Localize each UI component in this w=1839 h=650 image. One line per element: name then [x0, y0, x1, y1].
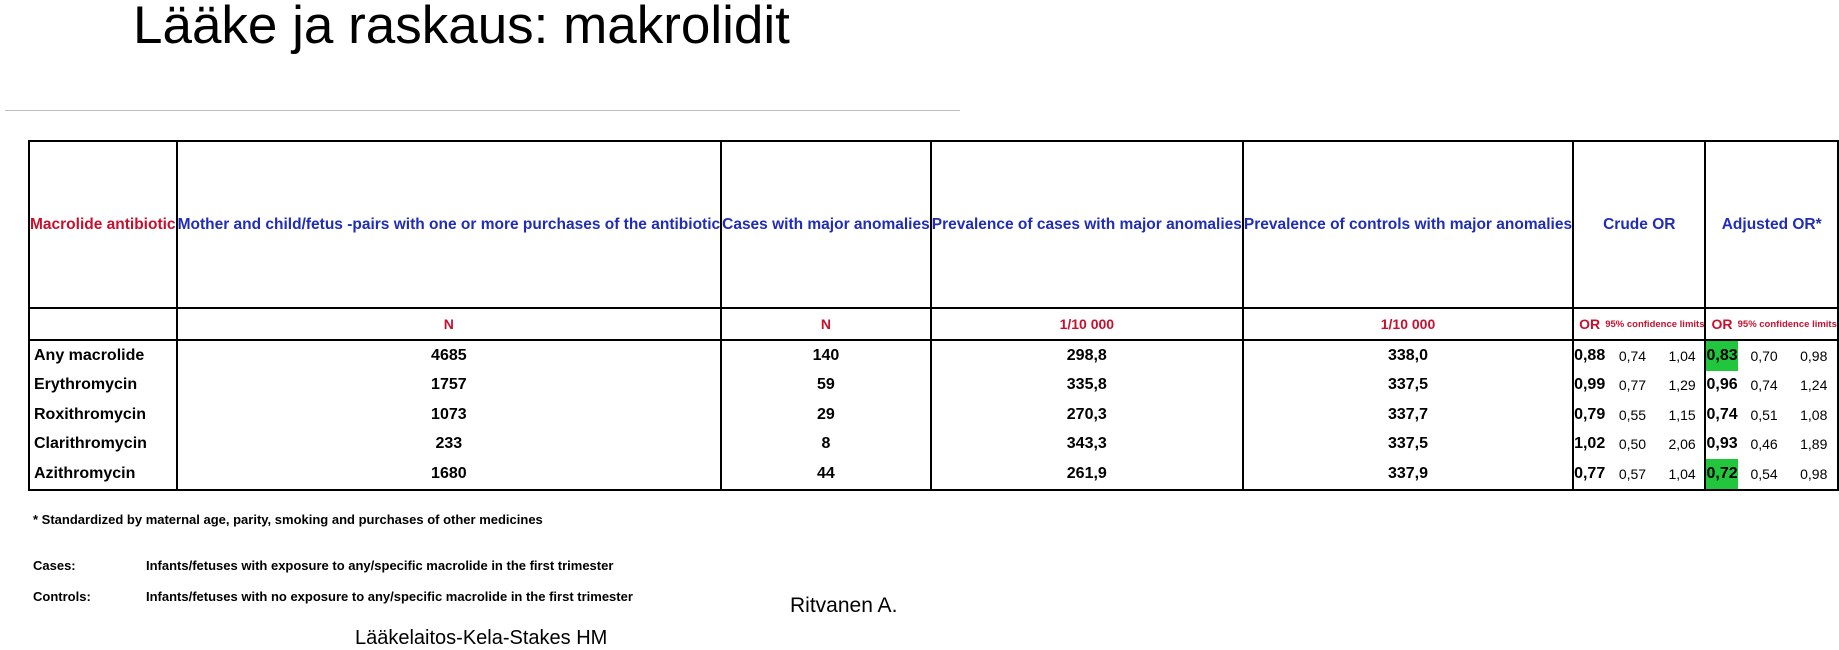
- row-adjusted-ci-low: 0,74: [1750, 377, 1778, 394]
- row-crude-ci-high: 1,04: [1660, 459, 1706, 490]
- footnote: * Standardized by maternal age, parity, smoking and purchases of other medicines: [33, 512, 543, 527]
- header-adjusted-or: Adjusted OR*: [1705, 141, 1837, 308]
- header-prevalence-controls: Prevalence of controls with major anomalies: [1243, 141, 1573, 308]
- row-adjusted-ci-low: 0,54: [1738, 459, 1791, 490]
- row-prevalence-cases: 298,8: [931, 340, 1243, 371]
- table-row: [29, 371, 1838, 401]
- row-crude-ci-high: 1,29: [1660, 371, 1706, 401]
- header-pairs: Mother and child/fetus -pairs with one or more purchases of the antibiotic: [177, 141, 722, 308]
- macrolide-table: [28, 140, 1839, 491]
- row-adjusted-ci-high: 1,89: [1791, 430, 1838, 460]
- row-crude-ci-high: 2,06: [1660, 430, 1706, 460]
- slide-title: Lääke ja raskaus: makrolidit: [133, 0, 790, 55]
- row-crude-or: 0,99: [1574, 376, 1606, 394]
- row-prevalence-cases: 261,9: [931, 459, 1243, 490]
- units-row: [29, 308, 1838, 340]
- row-pairs: 1680: [177, 459, 722, 490]
- row-adjusted-ci-low: 0,46: [1750, 436, 1778, 453]
- row-crude-ci-low: 0,74: [1618, 347, 1647, 364]
- row-adjusted-or: 0,96: [1706, 376, 1738, 394]
- unit-pairs: N: [177, 308, 722, 340]
- unit-cases: N: [721, 308, 931, 340]
- row-name: Any macrolide: [29, 340, 177, 371]
- row-adjusted-ci-high: 0,98: [1791, 340, 1838, 371]
- row-name: Erythromycin: [29, 371, 177, 401]
- row-prevalence-cases: 270,3: [931, 400, 1243, 430]
- row-crude-or: 0,77: [1573, 459, 1605, 490]
- header-cases: Cases with major anomalies: [721, 141, 931, 308]
- header-prevalence-cases: Prevalence of cases with major anomalies: [931, 141, 1243, 308]
- footer-text: Lääkelaitos-Kela-Stakes HM: [355, 627, 608, 649]
- row-prevalence-controls: 337,5: [1243, 371, 1573, 401]
- row-crude-or: 0,79: [1574, 405, 1606, 423]
- row-crude-or: 0,88: [1574, 346, 1606, 364]
- row-crude-ci-low: 0,55: [1618, 406, 1647, 423]
- definition-text-controls: Infants/fetuses with no exposure to any/specific macrolide in the first trimester: [146, 589, 633, 604]
- row-adjusted-ci-high: 0,98: [1791, 459, 1838, 490]
- row-cases: 59: [721, 371, 931, 401]
- header-antibiotic: Macrolide antibiotic: [29, 141, 177, 308]
- row-name: Azithromycin: [29, 459, 177, 490]
- row-prevalence-cases: 343,3: [931, 430, 1243, 460]
- row-prevalence-controls: 338,0: [1243, 340, 1573, 371]
- row-pairs: 233: [177, 430, 722, 460]
- row-prevalence-controls: 337,5: [1243, 430, 1573, 460]
- unit-prevalence-cases: 1/10 000: [931, 308, 1243, 340]
- row-crude-ci-high: 1,15: [1660, 400, 1706, 430]
- row-adjusted-ci-high: 1,08: [1791, 400, 1838, 430]
- table-row: [29, 459, 1838, 490]
- row-pairs: 4685: [177, 340, 722, 371]
- row-crude-ci-low: 0,77: [1618, 377, 1647, 394]
- row-adjusted-or: 0,72: [1705, 459, 1737, 490]
- units-empty: [29, 308, 177, 340]
- row-prevalence-controls: 337,7: [1243, 400, 1573, 430]
- unit-adjusted-ci: 95% confidence limits: [1738, 308, 1838, 340]
- definition-label-cases: Cases:: [33, 558, 76, 573]
- unit-crude-or: OR: [1573, 308, 1605, 340]
- row-adjusted-or: 0,74: [1706, 405, 1738, 423]
- row-adjusted-ci-low: 0,51: [1750, 406, 1778, 423]
- row-cases: 8: [721, 430, 931, 460]
- definition-text-cases: Infants/fetuses with exposure to any/specific macrolide in the first trimester: [146, 558, 614, 573]
- row-name: Roxithromycin: [29, 400, 177, 430]
- row-cases: 44: [721, 459, 931, 490]
- definition-label-controls: Controls:: [33, 589, 91, 604]
- row-adjusted-ci-high: 1,24: [1791, 371, 1838, 401]
- row-name: Clarithromycin: [29, 430, 177, 460]
- row-pairs: 1757: [177, 371, 722, 401]
- row-crude-ci-low: 0,57: [1605, 459, 1659, 490]
- header-row: [29, 141, 1838, 308]
- table-row: [29, 400, 1838, 430]
- row-crude-ci-low: 0,50: [1618, 436, 1647, 453]
- row-adjusted-ci-low: 0,70: [1750, 347, 1778, 364]
- row-adjusted-or: 0,83: [1705, 340, 1737, 371]
- unit-adjusted-or: OR: [1705, 308, 1737, 340]
- title-divider: [5, 110, 960, 111]
- table-row: [29, 340, 1838, 371]
- row-pairs: 1073: [177, 400, 722, 430]
- unit-prevalence-controls: 1/10 000: [1243, 308, 1573, 340]
- row-cases: 140: [721, 340, 931, 371]
- row-cases: 29: [721, 400, 931, 430]
- row-prevalence-cases: 335,8: [931, 371, 1243, 401]
- row-crude-or: 1,02: [1574, 435, 1606, 453]
- unit-crude-ci: 95% confidence limits: [1605, 308, 1705, 340]
- row-prevalence-controls: 337,9: [1243, 459, 1573, 490]
- author-credit: Ritvanen A.: [790, 594, 898, 617]
- table-row: [29, 430, 1838, 460]
- row-adjusted-or: 0,93: [1706, 435, 1738, 453]
- row-crude-ci-high: 1,04: [1660, 340, 1706, 371]
- header-crude-or: Crude OR: [1573, 141, 1705, 308]
